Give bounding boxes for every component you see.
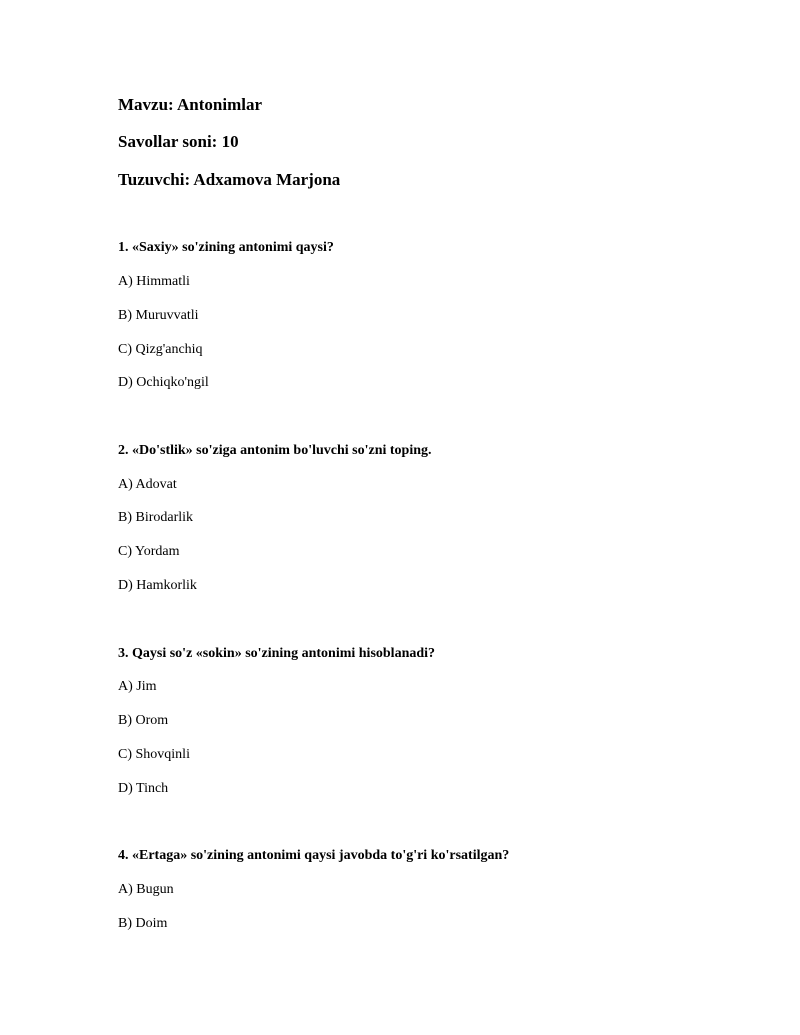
question-4-option-b: B) Doim — [118, 916, 168, 931]
question-4-option-a: A) Bugun — [118, 882, 174, 897]
question-3-option-a: A) Jim — [118, 679, 157, 694]
question-1-option-b: B) Muruvvatli — [118, 308, 199, 323]
question-2-text: 2. «Do'stlik» so'ziga antonim bo'luvchi so'zni toping. — [118, 443, 432, 458]
question-3-option-b: B) Orom — [118, 713, 169, 728]
question-2-option-d: D) Hamkorlik — [118, 578, 197, 593]
topic-title: Mavzu: Antonimlar — [118, 95, 263, 114]
question-1-option-d: D) Ochiqko'ngil — [118, 375, 209, 390]
question-4-text: 4. «Ertaga» so'zining antonimi qaysi javobda to'g'ri ko'rsatilgan? — [118, 848, 510, 863]
question-3-option-d: D) Tinch — [118, 781, 169, 796]
question-1-option-a: A) Himmatli — [118, 274, 190, 289]
question-3-text: 3. Qaysi so'z «sokin» so'zining antonimi hisoblanadi? — [118, 646, 436, 661]
question-1-option-c: C) Qizg'anchiq — [118, 342, 203, 357]
author-line: Tuzuvchi: Adxamova Marjona — [118, 170, 341, 189]
question-3-option-c: C) Shovqinli — [118, 747, 190, 762]
question-2-option-a: A) Adovat — [118, 477, 177, 492]
question-count: Savollar soni: 10 — [118, 132, 239, 151]
question-1-text: 1. «Saxiy» so'zining antonimi qaysi? — [118, 240, 334, 255]
question-2-option-b: B) Birodarlik — [118, 510, 194, 525]
question-2-option-c: C) Yordam — [118, 544, 180, 559]
